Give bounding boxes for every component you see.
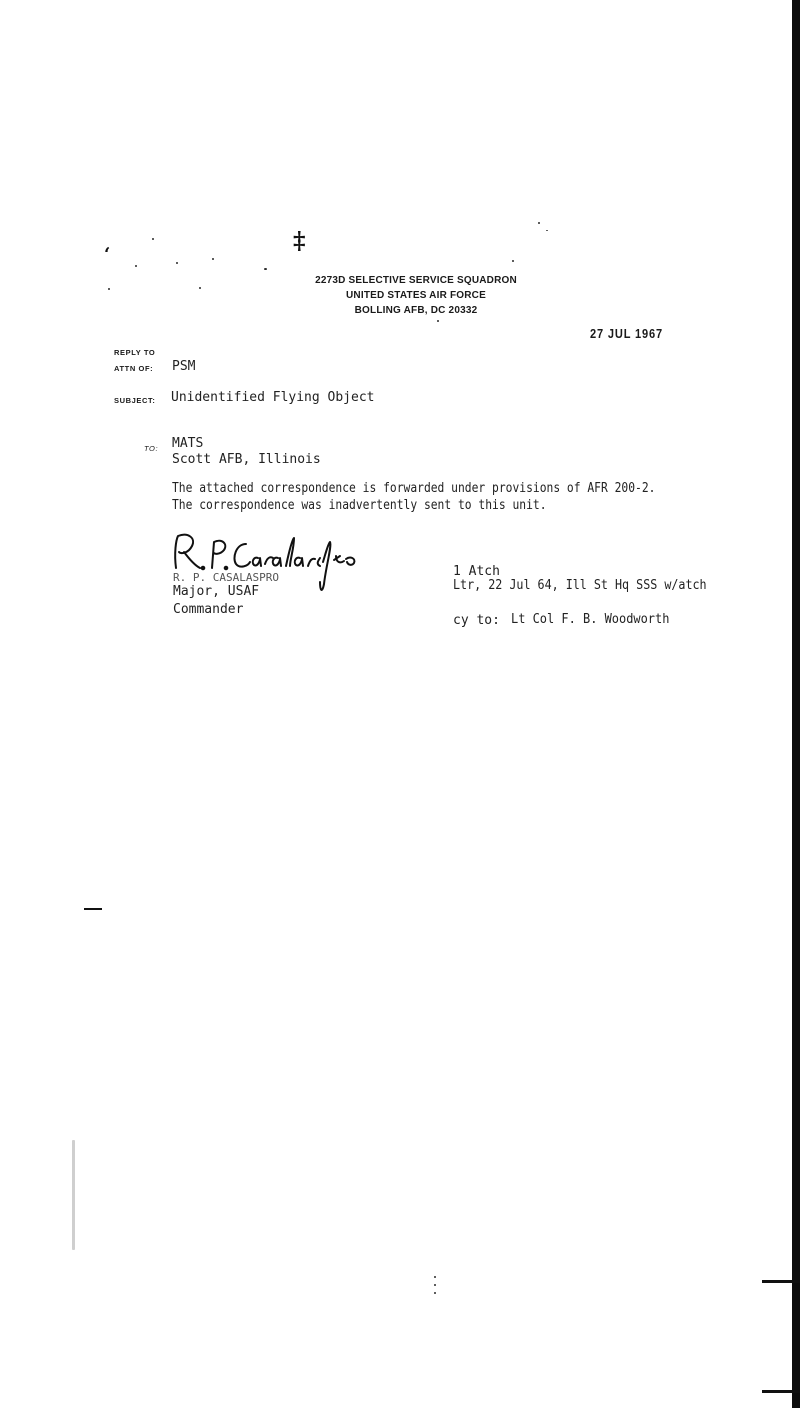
signer-name: R. P. CASALASPRO — [173, 571, 279, 584]
scan-speck — [108, 288, 110, 290]
copy-to-recipient: Lt Col F. B. Woodworth — [511, 612, 670, 627]
scan-speck — [538, 222, 540, 224]
letter-date: 27 JUL 1967 — [590, 326, 664, 341]
scan-speck — [264, 268, 267, 270]
copy-to-label: cy to: — [453, 613, 500, 628]
scan-speck — [437, 320, 439, 322]
scan-speck — [199, 287, 201, 289]
punch-mark: ‡ — [293, 226, 306, 255]
signer-rank: Major, USAF — [173, 584, 260, 599]
letterhead-unit: 2273D SELECTIVE SERVICE SQUADRON — [315, 275, 517, 286]
scan-mark — [84, 908, 102, 910]
scan-noise — [72, 1140, 75, 1250]
attachment-count: 1 Atch — [453, 564, 500, 579]
body-line: The attached correspondence is forwarded under provisions of AFR 200-2. — [172, 481, 656, 496]
to-line: Scott AFB, Illinois — [172, 452, 321, 467]
scan-edge — [792, 0, 800, 1408]
attn-value: PSM — [172, 359, 196, 374]
subject-label: SUBJECT: — [114, 396, 156, 405]
scan-edge-mark — [762, 1390, 800, 1393]
scan-edge-mark — [762, 1280, 800, 1283]
subject-value: Unidentified Flying Object — [171, 390, 375, 405]
body-line: The correspondence was inadvertently sent to this unit. — [172, 498, 547, 513]
scan-speck — [434, 1292, 436, 1294]
scan-speck — [434, 1276, 436, 1278]
reply-to-label: REPLY TO — [114, 348, 156, 357]
signer-title: Commander — [173, 602, 244, 617]
letterhead-location: BOLLING AFB, DC 20332 — [354, 305, 478, 316]
scan-mark: ‘ — [104, 244, 111, 265]
scan-speck — [212, 258, 214, 260]
scan-speck — [546, 230, 548, 231]
to-label: TO: — [144, 444, 159, 453]
scan-speck — [176, 262, 178, 264]
to-line: MATS — [172, 436, 204, 451]
attachment-description: Ltr, 22 Jul 64, Ill St Hq SSS w/atch — [453, 578, 707, 593]
scan-speck — [434, 1284, 436, 1286]
letterhead — [300, 273, 532, 318]
scan-speck — [135, 265, 137, 267]
letterhead-service: UNITED STATES AIR FORCE — [346, 290, 486, 301]
scan-speck — [512, 260, 514, 262]
scan-speck — [152, 238, 154, 240]
attn-label: ATTN OF: — [114, 364, 154, 373]
